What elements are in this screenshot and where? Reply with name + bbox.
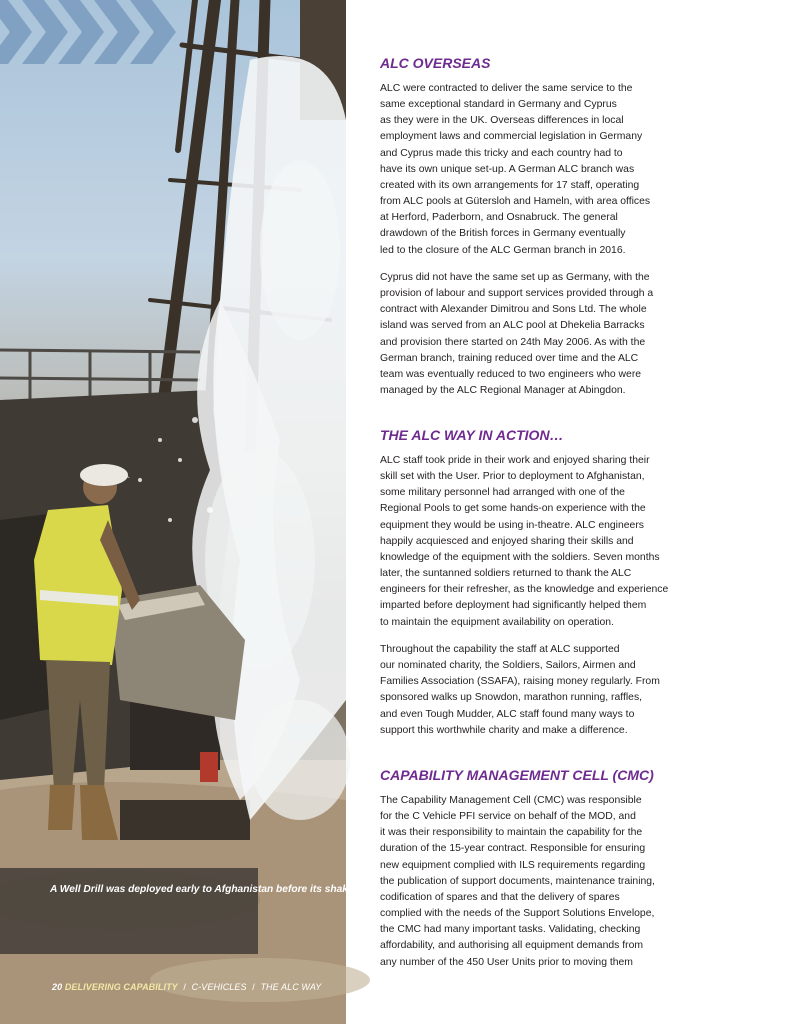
paragraph-alc-way-1: ALC staff took pride in their work and enjoyed sharing their skill set with the User. Prior to deployment to Afghanistan, some military personnel had arranged with one of the Regional Pools to get some hands-on experience with the equipment they would be using in-theatre. ALC engineers happily acquiesced and enjoyed sharing their skills and knowledge of the equipment with the soldiers. Seven months later, the suntanned soldiers returned to thank the ALC engineers for their refresher, as the knowledge and experience imparted before deployment had significantly helped them to maintain the equipment availability on operation. <box>380 455 669 628</box>
paragraph-cmc-1: The Capability Management Cell (CMC) was responsible for the C Vehicle PFI service on behalf of the MOD, and it was their responsibility to maintain the capability for the duration of the 15-year contract. Responsible for ensuring new equipment complied with ILS requirements regarding the publication of support documents, maintenance training, codification of spares and that the delivery of spares complied with the needs of the Support Solutions Envelope, the CMC had many important tasks. Validating, checking affordability, and authorising all equipment demands from any number of the 450 User Units prior to moving them <box>380 795 655 968</box>
footer-chapter: THE ALC WAY <box>260 982 322 992</box>
paragraph-alc-way-2: Throughout the capability the staff at ALC supported our nominated charity, the Soldiers, Sailors, Airmen and Families Association (SSAFA), raising money regularly. From sponsored walks up Snowdon, marathon running, raffles, and even Tough Mudder, ALC staff found many ways to support this worthwhile charity and make a difference. <box>380 644 660 736</box>
chevron-shapes <box>0 0 176 64</box>
section-heading-cmc: CAPABILITY MANAGEMENT CELL (CMC) <box>380 767 654 783</box>
section-heading-alc-way-in-action: THE ALC WAY IN ACTION… <box>380 427 564 443</box>
footer-separator: / <box>252 982 255 992</box>
chevron-arrow-icon <box>0 0 32 64</box>
footer-subsection: C-VEHICLES <box>191 982 247 992</box>
photo-caption: A Well Drill was deployed early to Afghanistan before its shakedown trials had been fully completed because of the urgent requirement for water In-Theatre <box>50 884 801 895</box>
page-number: 20 <box>52 982 63 992</box>
photo-caption-box <box>0 868 801 954</box>
footer-separator: / <box>183 982 186 992</box>
paragraph-alc-overseas-2: Cyprus did not have the same set up as Germany, with the provision of labour and support services provided through a contract with Alexander Dimitrou and Sons Ltd. The whole island was served from an ALC pool at Dhekelia Barracks and provision there started on 24th May 2006. As with the German branch, training reduced over time and the ALC team was eventually reduced to two engineers who were managed by the ALC Regional Manager at Abingdon. <box>380 272 654 397</box>
paragraph-alc-overseas-1: ALC were contracted to deliver the same service to the same exceptional standard in Germany and Cyprus as they were in the UK. Overseas differences in local employment laws and commercial legislation in Germany and Cyprus made this tricky and each country had to have its own unique set-up. A German ALC branch was created with its own arrangements for 17 staff, operating from ALC pools at Gütersloh and Hameln, with area offices at Herford, Paderborn, and Osnabruck. The general drawdown of the British forces in Germany eventually led to the closure of the ALC German branch in 2016. <box>380 83 651 256</box>
footer-section: DELIVERING CAPABILITY <box>64 982 178 992</box>
chevron-arrows-icon <box>0 0 190 64</box>
page-footer <box>52 982 321 992</box>
section-heading-alc-overseas: ALC OVERSEAS <box>380 55 491 71</box>
